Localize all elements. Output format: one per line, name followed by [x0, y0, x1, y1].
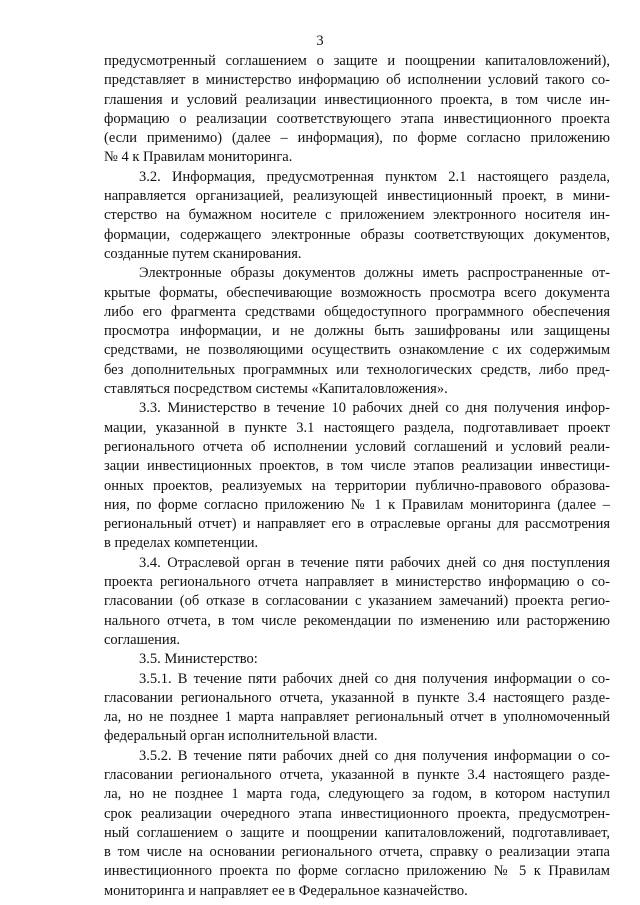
text-line: (если применимо) (далее – информация), по форме согласно приложению	[104, 130, 610, 147]
text-line: предусмотренный соглашением о защите и поощрении капиталовложений),	[104, 53, 610, 69]
text-line: гласовании регионального отчета, указанной в пункте 3.4 настоящего разде-	[104, 766, 610, 783]
text-line: федеральный орган исполнительной власти.	[104, 728, 378, 745]
text-line: гласовании (об отказе в согласовании с указанием замечаний) проекта регио-	[104, 593, 610, 610]
text-line: 3.5.2. В течение пяти рабочих дней со дня получения информации о со-	[139, 747, 610, 764]
text-line: регионального отчета об исполнении условий соглашений и условий реали-	[104, 438, 610, 455]
text-line: либо его фрагмента средствами общедоступного программного обеспечения	[104, 303, 610, 320]
text-line: 3.3. Министерство в течение 10 рабочих дней со дня получения инфор-	[139, 400, 610, 417]
text-line: созданные путем сканирования.	[104, 245, 302, 262]
text-line: зации инвестиционных проектов, в том числе этапов реализации инвестици-	[104, 458, 610, 475]
text-line: срок реализации очередного этапа инвестиционного проекта, предусмотрен-	[104, 805, 610, 822]
paragraph-p5	[104, 554, 610, 650]
text-line: № 4 к Правилам мониторинга.	[104, 149, 293, 166]
text-line: 3.2. Информация, предусмотренная пунктом 2.1 настоящего раздела,	[139, 168, 610, 185]
text-line: стерство на бумажном носителе с приложением электронного носителя ин-	[104, 207, 610, 224]
text-line: направляется организацией, реализующей инвестиционный проект, в мини-	[104, 188, 610, 205]
text-line: формацию о реализации соответствующего этапа инвестиционного проекта	[104, 110, 610, 127]
text-line: в том числе на основании регионального отчета, справку о реализации этапа	[104, 844, 610, 861]
text-line: онных проектов, реализуемых на территории публично-правового образова-	[104, 477, 610, 494]
page-number: 3	[316, 33, 324, 49]
text-line: инвестиционного проекта по форме согласно приложению № 5 к Правилам	[104, 863, 610, 880]
text-line: ла, но не позднее 1 марта года, следующего за годом, в котором наступил	[104, 786, 610, 803]
paragraph-p1	[104, 52, 610, 168]
paragraph-p4	[104, 399, 610, 553]
text-line: гласовании регионального отчета, указанной в пункте 3.4 настоящего разде-	[104, 689, 610, 706]
text-line: мации, указанной в пункте 3.1 настоящего раздела, подготавливает проект	[104, 419, 610, 436]
text-line: ния, по форме согласно приложению № 1 к Правилам мониторинга (далее –	[104, 496, 610, 513]
text-line: в пределах компетенции.	[104, 535, 259, 552]
text-line: ставляться посредством системы «Капиталовложения».	[104, 381, 448, 398]
paragraph-p6	[104, 650, 610, 669]
text-line: крытые форматы, обеспечивающие возможность просмотра всего документа	[104, 284, 610, 301]
paragraph-p8	[104, 747, 610, 901]
text-line: ный соглашением о защите и поощрении капиталовложений, подготавливает,	[104, 824, 610, 841]
text-line: региональный отчет) и направляет его в отраслевые органы для рассмотрения	[104, 516, 610, 533]
paragraph-p7	[104, 670, 610, 747]
text-line: ла, но не позднее 1 марта направляет региональный отчет в уполномоченный	[104, 709, 610, 726]
text-line: соглашения.	[104, 631, 180, 648]
paragraph-p3	[104, 264, 610, 399]
text-line: без дополнительных программных или технологических средств, либо пред-	[104, 361, 610, 378]
text-line: представляет в министерство информацию об исполнении условий такого со-	[104, 72, 610, 89]
text-line: Электронные образы документов должны иметь распространенные от-	[139, 265, 610, 282]
text-line: средствами, не позволяющими осуществить ознакомление с их содержимым	[104, 342, 610, 359]
text-line: проекта регионального отчета направляет в министерство информацию о со-	[104, 574, 610, 591]
paragraph-p2	[104, 168, 610, 264]
text-line: 3.5. Министерство:	[139, 651, 258, 668]
document-body	[104, 52, 610, 901]
text-line: 3.5.1. В течение пяти рабочих дней со дня получения информации о со-	[139, 670, 610, 687]
text-line: нального отчета, в том числе рекомендации по изменению или расторжению	[104, 612, 610, 629]
text-line: просмотра информации, и не должны быть зашифрованы или защищены	[104, 323, 610, 340]
text-line: формации, содержащего электронные образы соответствующих документов,	[104, 226, 610, 243]
text-line: 3.4. Отраслевой орган в течение пяти рабочих дней со дня поступления	[139, 554, 610, 571]
text-line: глашения и условий реализации инвестиционного проекта, в том числе ин-	[104, 91, 610, 108]
text-line: мониторинга и направляет ее в Федеральное казначейство.	[104, 882, 468, 899]
